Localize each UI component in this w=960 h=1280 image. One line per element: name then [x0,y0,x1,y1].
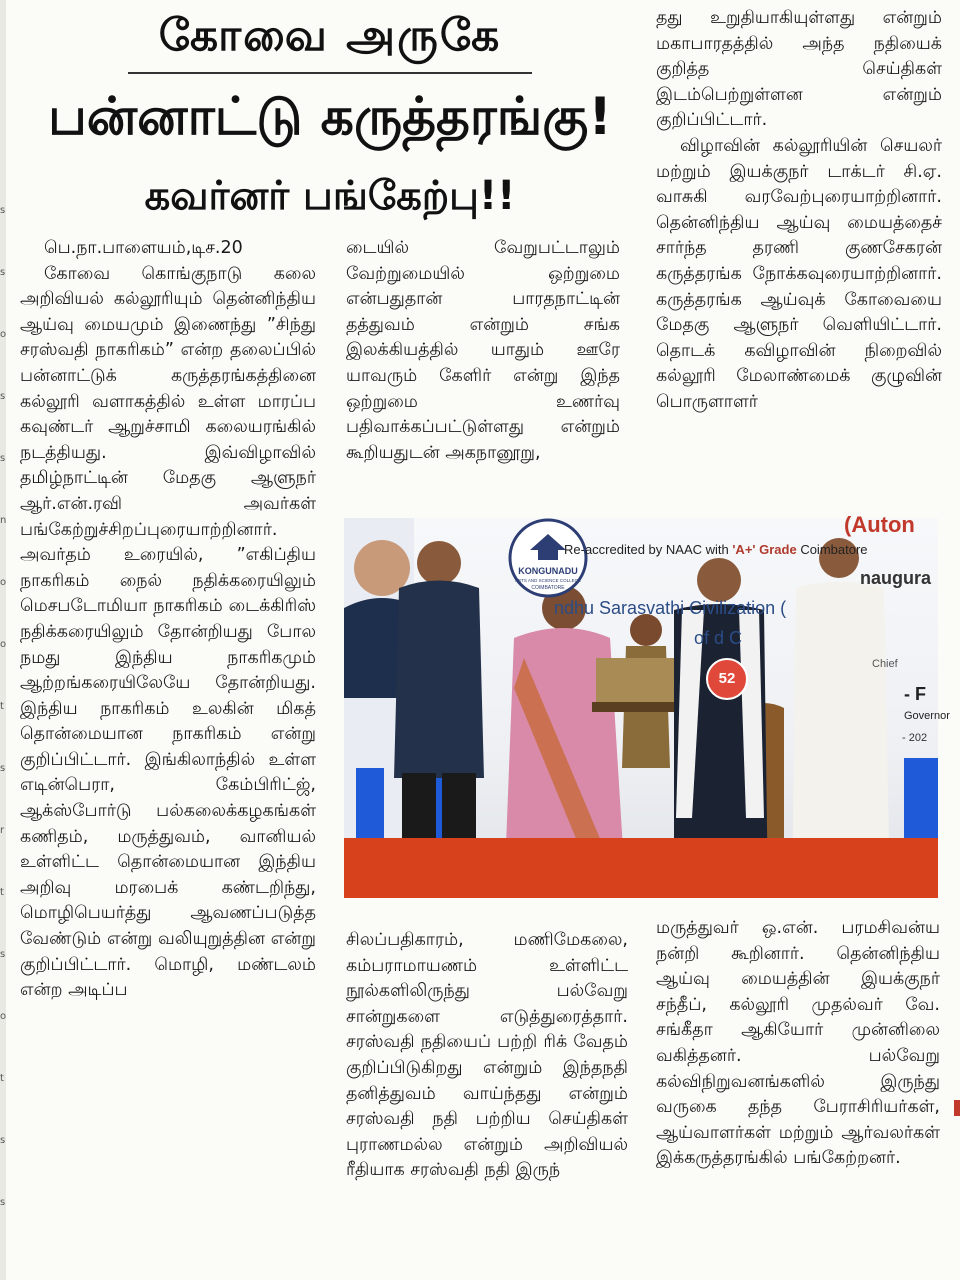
paragraph: சிலப்பதிகாரம், மணிமேகலை, கம்பராமாயணம் உள்ளிட்ட நூல்களிலிருந்து பல்வேறு சான்றுகளை எடுத்துரைத்தார். சரஸ்வதி நதியைப் பற்றி ரிக் வேதம் குறிப்பிடுகிறது என்றும் இந்தநதி தனித்துவம் வாய்ந்தது என்றும் சரஸ்வதி நதி பற்றிய செய்திகள் புராணமல்ல என்றும் அறிவியல் ரீதியாக சரஸ்வதி நதி இருந் [346,930,628,1181]
banner-chief: Chief [872,658,898,670]
event-photo [344,512,950,898]
banner-governor: Governor [904,710,950,722]
banner-guest-initial: - F [904,684,926,704]
banner-naac: Re-accredited by NAAC with 'A+' Grade Coimbatore [564,542,868,557]
banner-autonomous: (Auton [844,512,915,537]
headline-main: பன்னாட்டு கருத்தரங்கு! [48,87,612,147]
logo-name: KONGUNADU [518,566,578,576]
banner-year: - 202 [902,732,928,744]
article-column-2-top [346,236,620,466]
dateline: பெ.நா.பாளையம்,டிச.20 [44,238,243,258]
headline-rule [128,72,532,74]
paragraph: டையில் வேறுபட்டாலும் வேற்றுமையில் ஒற்றுமை என்பதுதான் பாரதநாட்டின் தத்துவம் என்றும் சங்க இலக்கியத்தில் யாதும் ஊரே யாவரும் கேளிர் என்று இந்த ஒற்றுமை உணர்வு பதிவாக்கப்பட்டுள்ளது என்றும் கூறியதுடன் அகநானூறு, [346,238,620,463]
stage-floor [344,838,938,898]
paragraph: கோவை கொங்குநாடு கலை அறிவியல் கல்லூரியும் தென்னிந்திய ஆய்வு மையமும் இணைந்து ”சிந்து சரஸ்வதி நாகரிகம்” என்ற தலைப்பில் பன்னாட்டுக் கருத்தரங்கத்தினை கல்லூரி வளாகத்தில் உள்ள மாரப்ப கவுண்டர் ஆறுச்சாமி கலையரங்கில் நடத்தியது. இவ்விழாவில் தமிழ்நாட்டின் மேதகு ஆளுநர் ஆர்.என்.ரவி அவர்கள் பங்கேற்றுச்சிறப்புரையாற்றினார். அவர்தம் உரையில், ”எகிப்திய நாகரிகம் நைல் நதிக்கரையிலும் மெசபடோமியா நாகரிகம் டைக்கிரிஸ் நதிக்கரையிலும் தோன்றியது போல நமது இந்திய நாகரிகமும் ஆற்றங்கரையிலேயே தோன்றியது. இந்திய நாகரிகம் உலகின் மிகத் தொன்மையான நாகரிகம் என்று குறிப்பிட்டார். இங்கிலாந்தில் உள்ள எடின்பெரா, கேம்பிரிட்ஜ், ஆக்ஸ்போர்டு பல்கலைக்கழகங்கள் கணிதம், மருத்துவம், வானியல் உள்ளிட்ட தொன்மையான இந்திய அறிவு மரபைக் கண்டறிந்து, மொழிபெயர்த்து ஆவணப்படுத்த வேண்டும் என்று வலியுறுத்தின என்று குறிப்பிட்டார். மொழி, மண்டலம் என்ற அடிப்ப [20,263,316,1001]
page-marker [954,1100,960,1116]
person-left-head [417,541,461,585]
headline-sub: கவர்னர் பங்கேற்பு!! [144,173,516,219]
logo-city: COIMBATORE [531,585,565,591]
article-column-1 [20,236,316,1004]
banner-title-2: of d C [694,628,743,648]
person-guest-head [697,558,741,602]
edge-marks: s s o s s n o o t s r t s o t s s [0,205,7,1208]
trophy [596,658,686,708]
guest-badge: 52 [706,658,748,700]
article-column-3-bottom [656,916,940,1172]
paragraph: மருத்துவர் ஒ.என். பரமசிவன்ய நன்றி கூறினார். தென்னிந்திய ஆய்வு மையத்தின் இயக்குநர் சந்தீப், கல்லூரி முதல்வர் வே. சங்கீதா ஆகியோர் முன்னிலை வகித்தனர். பல்வேறு கல்விநிறுவனங்களில் இருந்து வருகை தந்த பேராசிரியர்கள், ஆய்வாளர்கள் மற்றும் ஆர்வலர்கள் இக்கருத்தரங்கில் பங்கேற்றனர். [656,918,940,1169]
banner-title: ndhu Sarasvathi Civilization ( [554,598,787,618]
banner-inaugural: naugura [860,568,932,588]
paragraph: விழாவின் கல்லூரியின் செயலர் மற்றும் இயக்குநர் டாக்டர் சி.ஏ. வாசுகி வரவேற்புரையாற்றினார். தென்னிந்திய ஆய்வு மையத்தைச் சார்ந்த தரணி குணசேகரன் கருத்தரங்க நோக்கவுரையாற்றினார். கருத்தரங்க ஆய்வுக் கோவையை மேதகு ஆளுநர் வெளியிட்டார். தொடக் கவிழாவின் நிறைவில் கல்லூரி மேலாண்மைக் குழுவின் பொருளாளர் [656,135,942,412]
person-left-jacket [394,581,484,779]
paragraph: தது உறுதியாகியுள்ளது என்றும் மகாபாரதத்தில் அந்த நதியைக் குறித்த செய்திகள் இடம்பெற்றுள்ளன என்றும் குறிப்பிட்டார். [656,8,942,131]
article-column-2-bottom [346,928,628,1184]
article-column-3-top [656,6,942,416]
headline-kicker: கோவை அருகே [158,10,502,61]
college-logo [508,518,588,598]
logo-sub: ARTS AND SCIENCE COLLEGE [514,578,582,583]
